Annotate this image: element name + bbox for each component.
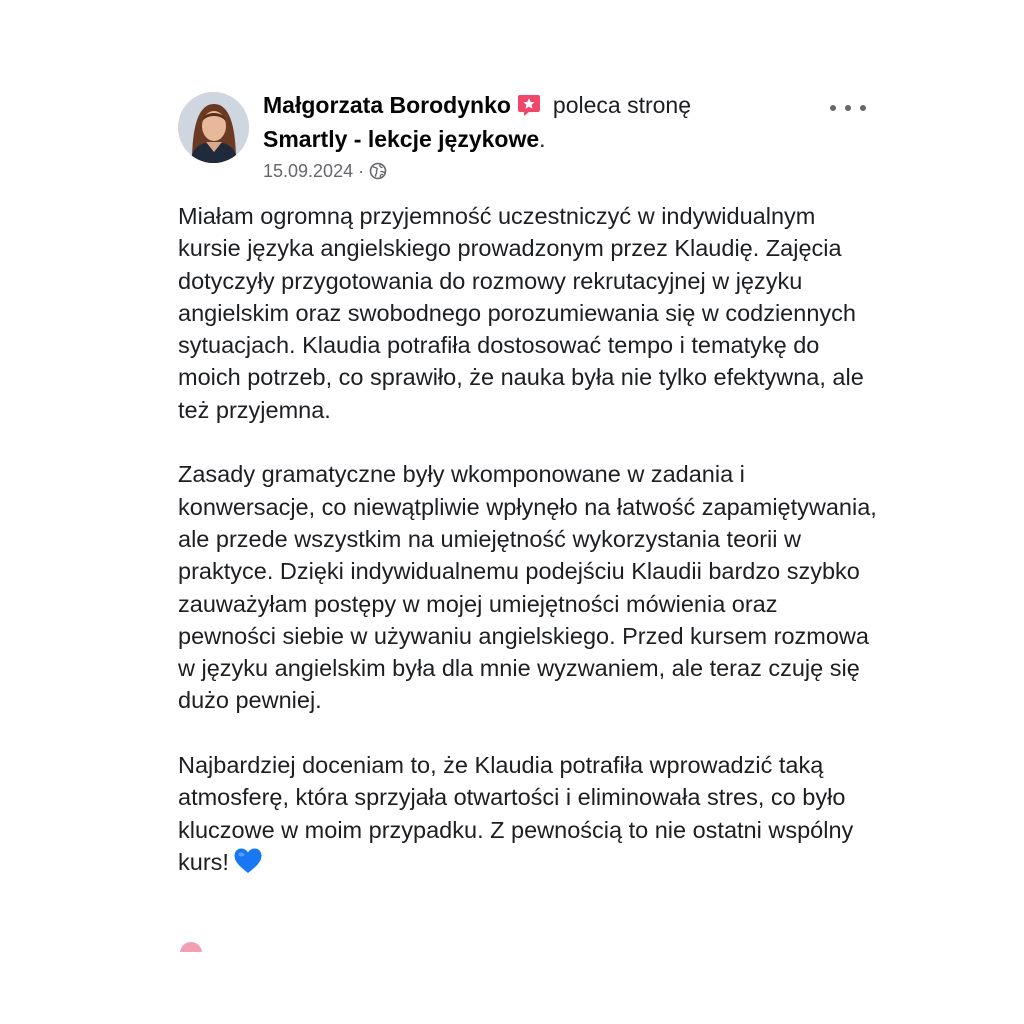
post-header — [263, 88, 823, 182]
post-paragraph-3 — [178, 749, 878, 878]
post-paragraph-2: Zasady gramatyczne były wkomponowane w zadania i konwersacje, co niewątpliwie wpłynęło na łatwość zapamiętywania, ale przede wszystkim na umiejętność wykorzystania teorii w praktyce. Dzięki indywidualnemu podejściu Klaudii bardzo szybko zauważyłam postępy w mojej umiejętności mówienia oraz pewności siebie w używaniu angielskiego. Przed kursem rozmowa w języku angielskim była dla mnie wyzwaniem, ale teraz czuję się dużo pewniej. — [178, 461, 877, 714]
header-title-line — [263, 88, 823, 122]
author-avatar[interactable] — [178, 92, 249, 163]
post-date[interactable]: 15.09.2024 — [263, 161, 354, 181]
page-name-link[interactable]: Smartly - lekcje językowe — [263, 126, 540, 152]
globe-icon[interactable] — [369, 162, 387, 180]
post-paragraph-3-text: Najbardziej doceniam to, że Klaudia potrafiła wprowadzić taką atmosferę, która sprzyjała otwartości i eliminowała stres, co było kluczowe w moim przypadku. Z pewnością to nie ostatni wspólny kurs! — [178, 752, 854, 875]
blue-heart-emoji-icon — [233, 847, 263, 875]
post-meta — [263, 160, 823, 182]
more-dot — [860, 105, 866, 111]
more-dot — [830, 105, 836, 111]
post-paragraph-1: Miałam ogromną przyjemność uczestniczyć w indywidualnym kursie języka angielskiego prowadzonym przez Klaudię. Zajęcia dotyczyły przygotowania do rozmowy rekrutacyjnej w języku angielskim oraz swobodnego porozumiewania się w codziennych sytuacjach. Klaudia potrafiła dostosować tempo i tematykę do moich potrzeb, co sprawiło, że nauka była nie tylko efektywna, ale też przyjemna. — [178, 203, 864, 423]
page-name-period: . — [539, 126, 546, 152]
meta-separator: · — [358, 161, 365, 181]
more-dot — [845, 105, 851, 111]
recommend-action-text: poleca stronę — [552, 92, 692, 118]
more-options-icon[interactable] — [830, 96, 866, 120]
header-page-line — [263, 122, 823, 156]
recommend-star-icon — [517, 92, 541, 116]
reaction-icon-partial — [180, 942, 202, 952]
post-body — [178, 200, 878, 911]
author-name[interactable]: Małgorzata Borodynko — [263, 92, 511, 118]
